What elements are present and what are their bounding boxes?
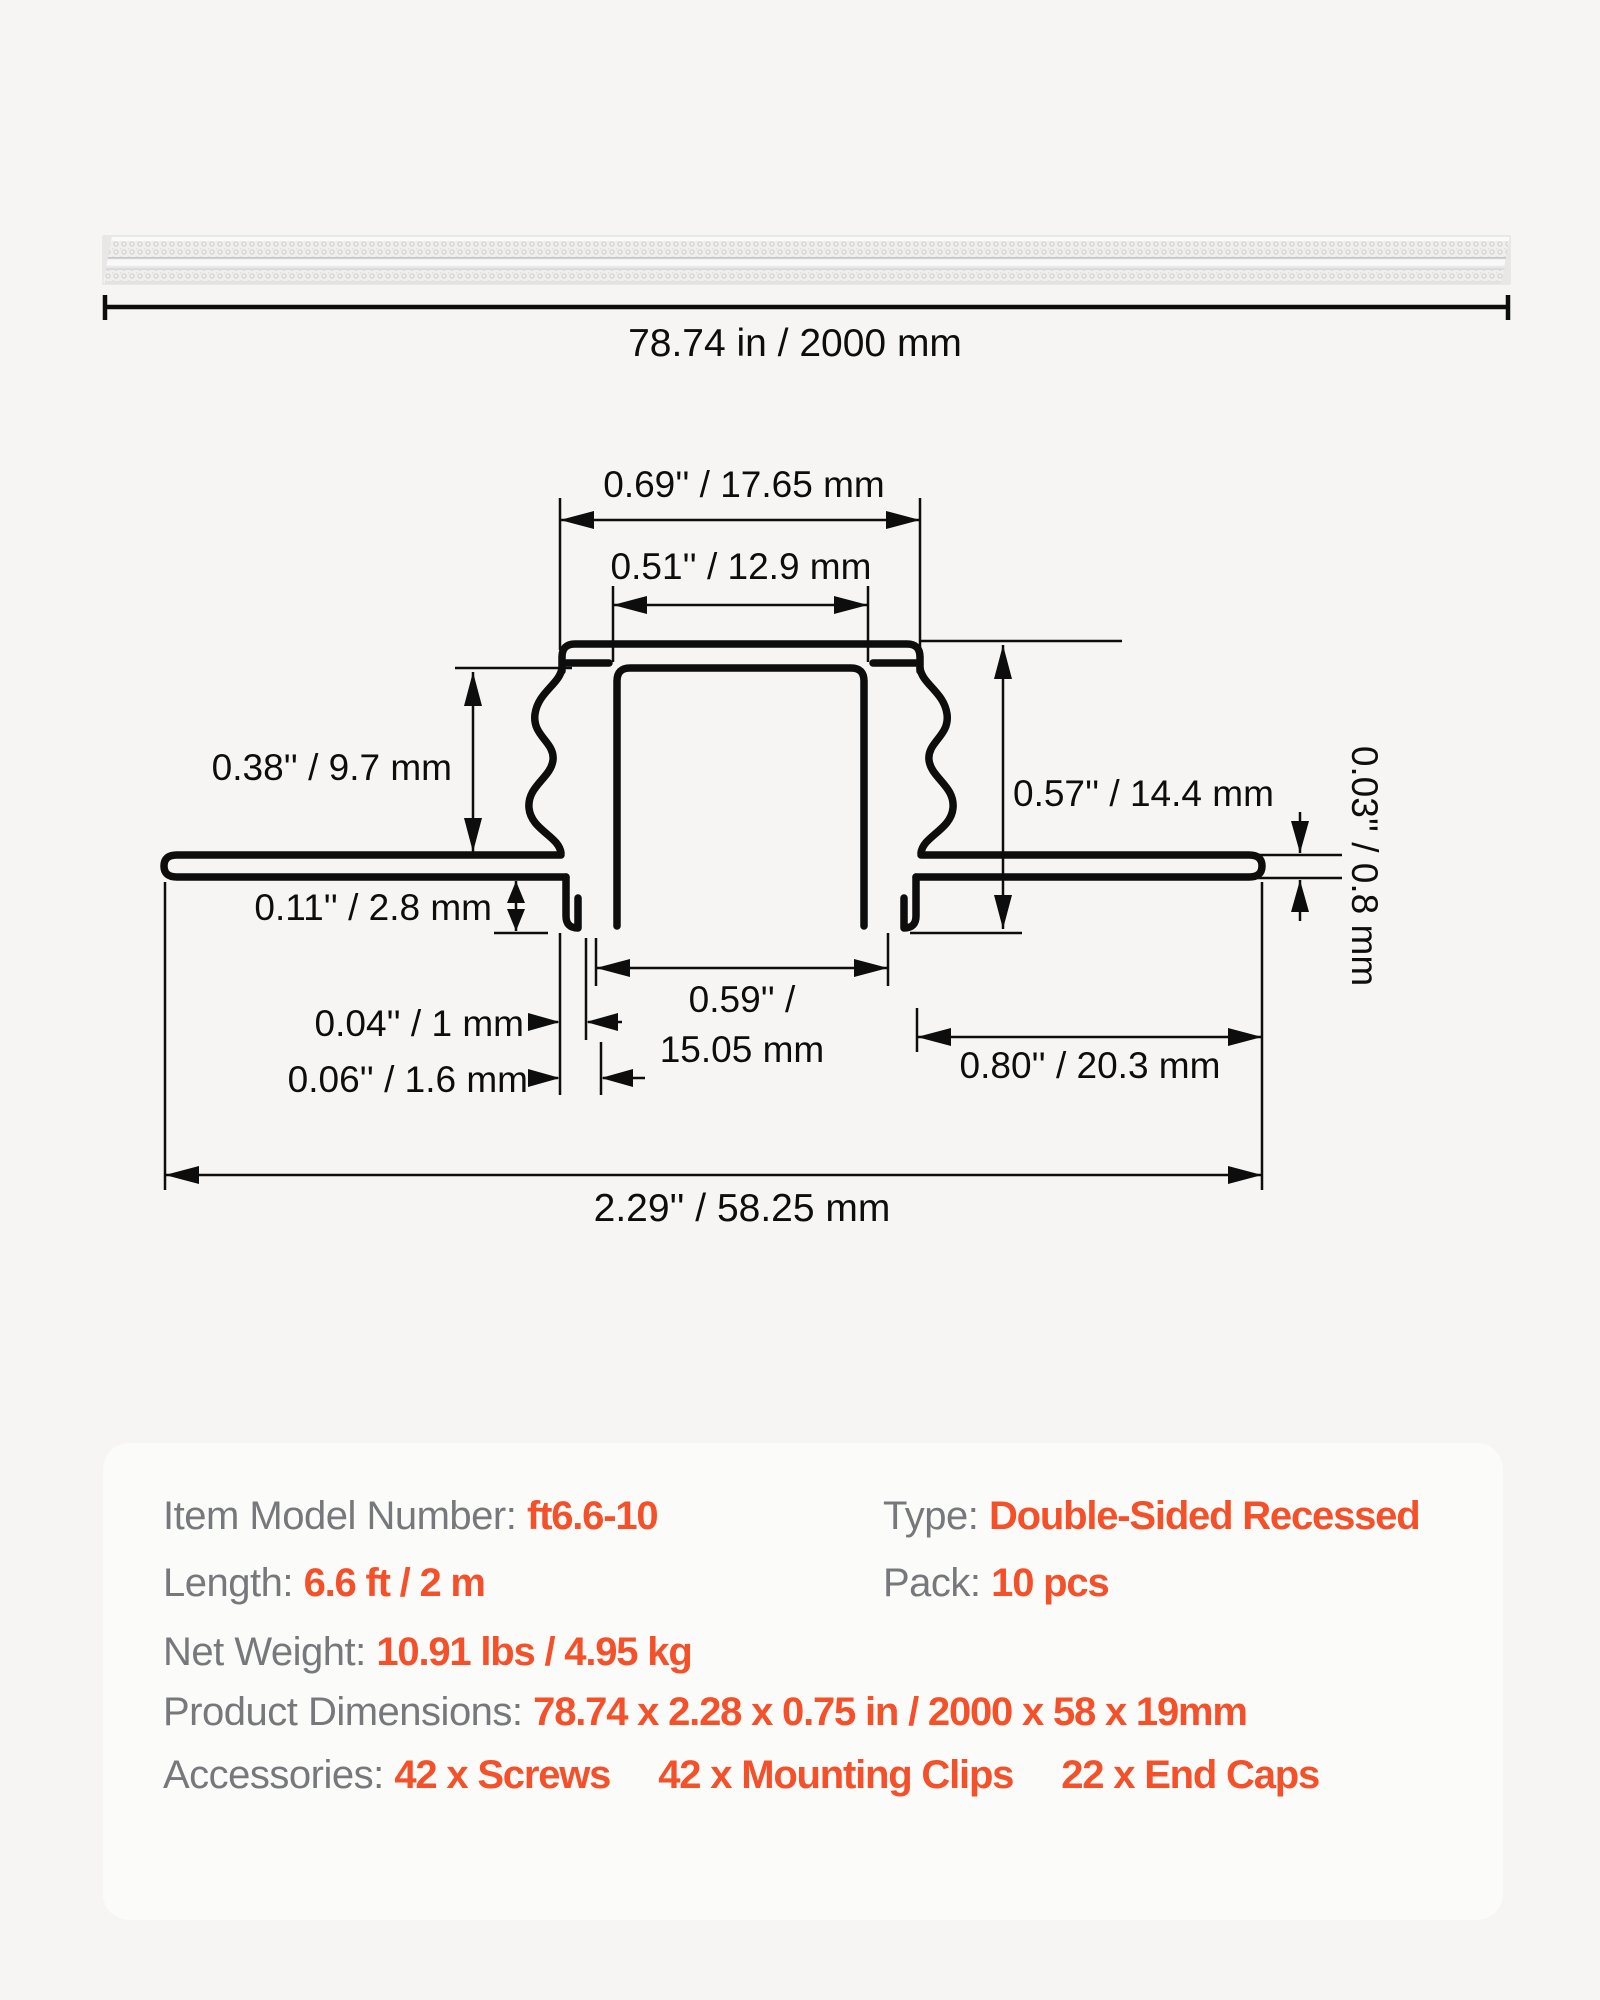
spec-length-value: 6.6 ft / 2 m <box>303 1561 485 1605</box>
spec-product-dimensions-label: Product Dimensions: <box>163 1690 534 1734</box>
spec-type <box>883 1492 1419 1540</box>
spec-net-weight <box>163 1628 692 1676</box>
spec-pack-value: 10 pcs <box>991 1561 1109 1605</box>
spec-accessories-label: Accessories: <box>163 1753 395 1797</box>
spec-card <box>103 1443 1503 1920</box>
length-dimension-label: 78.74 in / 2000 mm <box>628 322 962 365</box>
spec-accessory-clips: 42 x Mounting Clips <box>658 1753 1014 1797</box>
spec-item-model-value: ft6.6-10 <box>526 1494 658 1538</box>
dim-flange-thickness: 0.03'' / 0.8 mm <box>1344 745 1385 987</box>
spec-pack-label: Pack: <box>883 1561 992 1605</box>
dim-inner-width: 0.51'' / 12.9 mm <box>610 546 872 587</box>
dim-slot-small: 0.04'' / 1 mm <box>314 1003 524 1044</box>
dim-lip-depth: 0.11'' / 2.8 mm <box>254 887 492 928</box>
dim-opening-line2: 15.05 mm <box>659 1029 825 1070</box>
dim-right-height: 0.57'' / 14.4 mm <box>1013 773 1274 814</box>
dim-top-width: 0.69'' / 17.65 mm <box>603 464 885 505</box>
spec-type-label: Type: <box>883 1494 989 1538</box>
spec-length <box>163 1559 485 1607</box>
spec-pack <box>883 1559 1109 1607</box>
spec-product-dimensions <box>163 1688 1247 1736</box>
dim-total-width: 2.29'' / 58.25 mm <box>593 1187 891 1230</box>
dim-slot-large: 0.06'' / 1.6 mm <box>287 1059 528 1100</box>
spec-item-model <box>163 1492 657 1540</box>
spec-accessories <box>163 1751 1319 1799</box>
length-dimension <box>105 295 1508 320</box>
spec-net-weight-label: Net Weight: <box>163 1630 377 1674</box>
spec-net-weight-value: 10.91 lbs / 4.95 kg <box>376 1630 692 1674</box>
dim-opening-line1: 0.59'' / <box>688 979 796 1020</box>
spec-accessory-screws: 42 x Screws <box>394 1753 611 1797</box>
spec-product-dimensions-value: 78.74 x 2.28 x 0.75 in / 2000 x 58 x 19mm <box>533 1690 1247 1734</box>
spec-type-value: Double-Sided Recessed <box>988 1494 1420 1538</box>
product-photo-strip <box>103 236 1510 284</box>
spec-length-label: Length: <box>163 1561 304 1605</box>
spec-accessory-endcaps: 22 x End Caps <box>1061 1753 1320 1797</box>
dim-left-height: 0.38'' / 9.7 mm <box>211 747 452 788</box>
spec-item-model-label: Item Model Number: <box>163 1494 527 1538</box>
dim-wing-width: 0.80'' / 20.3 mm <box>959 1045 1221 1086</box>
